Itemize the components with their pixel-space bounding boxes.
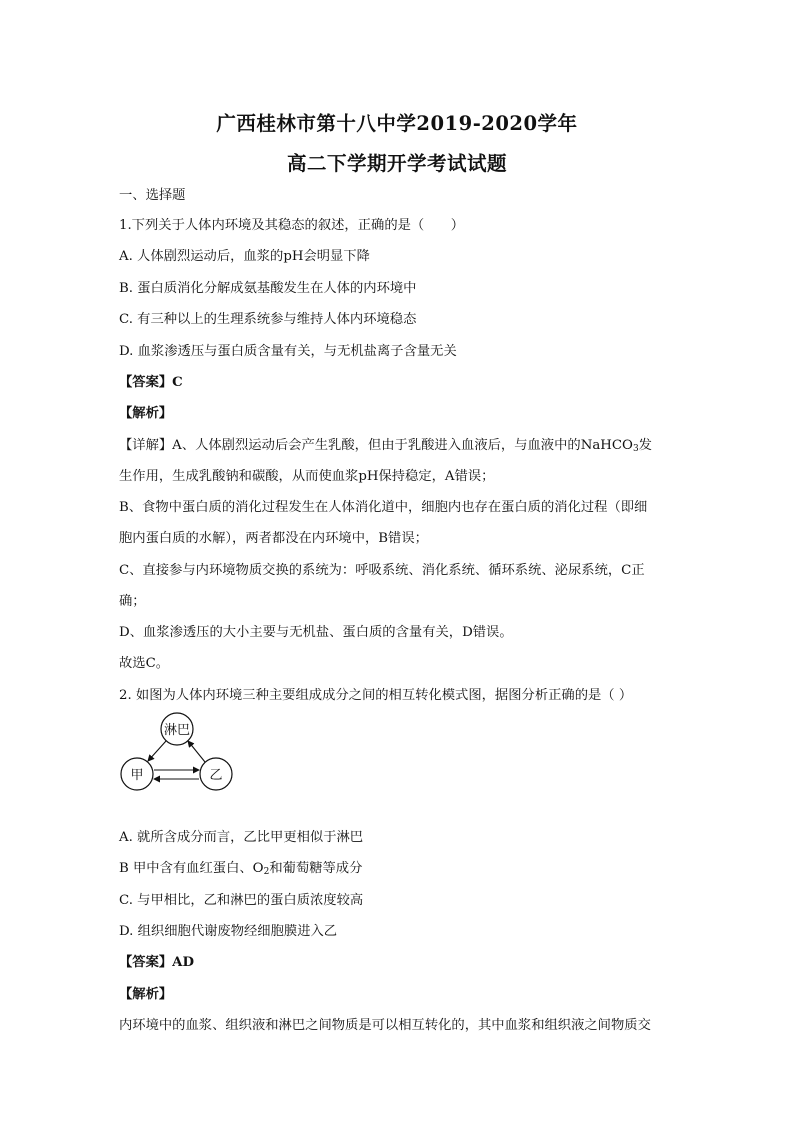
question-1-analysis-label: 【解析】 [119, 406, 173, 421]
question-1-option-c: C. 有三种以上的生理系统参与维持人体内环境稳态 [119, 312, 417, 327]
question-2-option-d: D. 组织细胞代谢废物经细胞膜进入乙 [119, 924, 338, 939]
option-b-text-b: 和葡萄糖等成分 [269, 861, 363, 876]
question-2-option-a: A. 就所含成分而言，乙比甲更相似于淋巴 [119, 830, 364, 845]
question-1-option-b: B. 蛋白质消化分解成氨基酸发生在人体的内环境中 [119, 281, 417, 296]
section-heading: 一、选择题 [119, 188, 186, 203]
question-1-detail-line: 确； [119, 594, 146, 609]
question-2-option-b [119, 859, 362, 882]
question-1-detail-line: C、直接参与内环境物质交换的系统为：呼吸系统、消化系统、循环系统、泌尿系统，C正 [119, 563, 645, 578]
question-1-detail-line-1 [119, 436, 652, 459]
arrow-lymph-to-jia [148, 741, 166, 761]
question-2-analysis-label: 【解析】 [119, 987, 173, 1002]
question-1-detail-line: B、食物中蛋白质的消化过程发生在人体消化道中，细胞内也存在蛋白质的消化过程（即细 [119, 500, 648, 515]
question-1-stem: 1.下列关于人体内环境及其稳态的叙述，正确的是（ ） [119, 218, 465, 233]
question-1-detail-line: 故选C。 [119, 656, 170, 671]
question-1-option-d: D. 血浆渗透压与蛋白质含量有关，与无机盐离子含量无关 [119, 344, 457, 359]
node-jia-label: 甲 [130, 768, 144, 783]
question-1-detail-line: 胞内蛋白质的水解），两者都没在内环境中，B错误； [119, 531, 428, 546]
question-2-stem: 2. 如图为人体内环境三种主要组成成分之间的相互转化模式图，据图分析正确的是（ ） [119, 688, 633, 703]
question-2-analysis-line: 内环境中的血浆、组织液和淋巴之间物质是可以相互转化的，其中血浆和组织液之间物质交 [119, 1018, 651, 1033]
detail-subscript: 3 [632, 444, 639, 454]
question-2-answer: 【答案】AD [119, 955, 195, 970]
question-1-detail-line: D、血浆渗透压的大小主要与无机盐、蛋白质的含量有关，D错误。 [119, 625, 513, 640]
body-fluid-diagram [116, 712, 246, 794]
detail-text-a: 【详解】A、人体剧烈运动后会产生乳酸，但由于乳酸进入血液后，与血液中的NaHCO [119, 438, 633, 453]
detail-text-b: 发 [638, 438, 652, 453]
question-1-answer: 【答案】C [119, 375, 183, 390]
document-title-line2: 高二下学期开学考试试题 [286, 152, 507, 175]
question-2-option-c: C. 与甲相比，乙和淋巴的蛋白质浓度较高 [119, 893, 364, 908]
option-b-text-a: B 甲中含有血红蛋白、O [119, 861, 264, 876]
question-1-detail-line: 生作用，生成乳酸钠和碳酸，从而使血浆pH保持稳定，A错误； [119, 469, 495, 484]
node-lymph-label: 淋巴 [163, 723, 191, 738]
document-title-line1: 广西桂林市第十八中学2019-2020学年 [216, 112, 578, 135]
option-b-subscript: 2 [263, 867, 270, 877]
node-yi-label: 乙 [209, 768, 223, 783]
arrow-yi-to-lymph [188, 741, 205, 762]
question-1-option-a: A. 人体剧烈运动后，血浆的pH会明显下降 [119, 249, 370, 264]
